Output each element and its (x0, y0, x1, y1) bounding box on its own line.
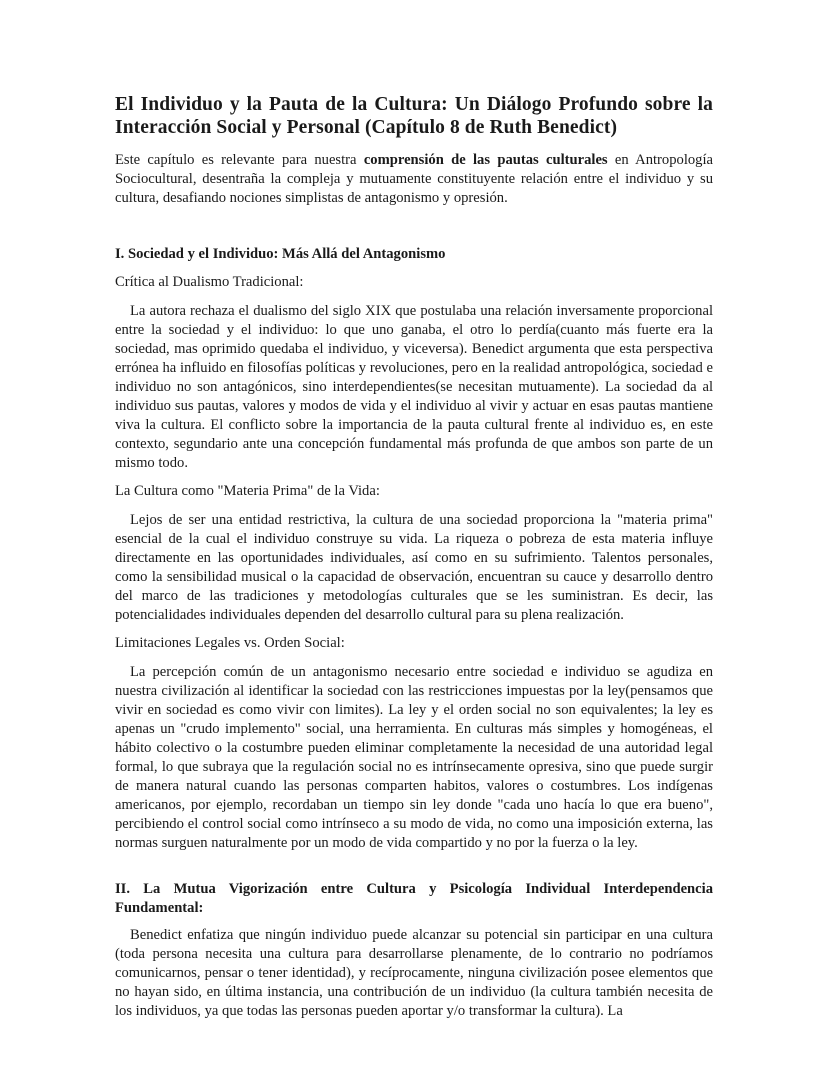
subsection-heading-materia-prima: La Cultura como "Materia Prima" de la Vida: (115, 483, 380, 499)
subsection-body-limitaciones: La percepción común de un antagonismo necesario entre sociedad e individuo se agudiza en nuestra civilización al identificar la sociedad con las restricciones impuestas por la ley(pensamos que vivir en sociedad es como vivir con limites). La ley y el orden social no son equivalentes; la ley es apenas un "crudo implemento" social, una herramienta. En culturas más simples y homogéneas, el hábito colectivo o la costumbre pueden eliminar completamente la necesidad de una autoridad legal formal, lo que subraya que la regulación social no es intrínsecamente opresiva, sino que puede surgir de manera natural cuando las personas comparten habitos, valores o costumbres. Los indígenas americanos, por ejemplo, recordaban un tiempo sin ley donde "cada uno hacía lo que era bueno", percibiendo el control social como intrínseco a su modo de vida, no como una imposición externa, las normas surguen naturalmente por un modo de vida compartido y no por la fuerza o la ley. (115, 664, 713, 851)
subsection-body-dualismo: La autora rechaza el dualismo del siglo XIX que postulaba una relación inversamente proporcional entre la sociedad y el individuo: lo que uno ganaba, el otro lo perdía(cuanto más fuerte era la sociedad, mas oprimido quedaba el individuo, y viceversa). Benedict argumenta que esta perspectiva errónea ha influido en filosofías políticas y revoluciones, pero en la realidad antropológica, sociedad e individuo no son antagónicos, sino interdependientes(se necesitan mutuamente). La sociedad da al individuo sus pautas, valores y modos de vida y el individuo al vivir y actuar en esas pautas mantiene viva la cultura. El conflicto sobre la importancia de la pauta cultural frente al individuo es, en este contexto, segundario ante una concepción fundamental más profunda de que ambos son parte de un mismo todo. (115, 303, 713, 471)
intro-text-after: en Antropología Sociocultural, desentraña la compleja y mutuamente constituyente relación entre el individuo y su cultura, desafiando nociones simplistas de antagonismo y opresión. (115, 152, 713, 206)
intro-paragraph (115, 151, 713, 208)
subsection-heading-limitaciones: Limitaciones Legales vs. Orden Social: (115, 635, 345, 651)
subsection-heading-dualismo: Crítica al Dualismo Tradicional: (115, 274, 304, 290)
section-1-title: I. Sociedad y el Individuo: Más Allá del Antagonismo (115, 246, 446, 262)
subsection-body-materia-prima: Lejos de ser una entidad restrictiva, la cultura de una sociedad proporciona la "materia prima" esencial de la cual el individuo construye su vida. La riqueza o pobreza de esta materia influye directamente en las oportunidades individuales, así como en su sufrimiento. Talentos personales, como la sensibilidad musical o la capacidad de observación, encuentran su cauce y desarrollo dentro del marco de las tradiciones y metodologías culturales que se les suministran. Es decir, las potencialidades individuales dependen del desarrollo cultural para su plena realización. (115, 512, 713, 623)
section-2-body: Benedict enfatiza que ningún individuo puede alcanzar su potencial sin participar en una cultura (toda persona necesita una cultura para desarrollarse plenamente, de lo contrario no podríamos comunicarnos, pensar o tener identidad), y recíprocamente, ninguna civilización posee elementos que no hayan sido, en última instancia, una contribución de un individuo (la cultura también necesita de los individuos, ya que todas las personas pueden aportar y/o transformar la cultura). La (115, 927, 713, 1019)
section-2 (115, 880, 713, 1021)
document-title: El Individuo y la Pauta de la Cultura: Un Diálogo Profundo sobre la Interacción Social y Personal (Capítulo 8 de Ruth Benedict) (115, 94, 713, 138)
intro-text-before: Este capítulo es relevante para nuestra (115, 152, 364, 168)
intro-bold-phrase: comprensión de las pautas culturales (363, 152, 608, 168)
section-1 (115, 245, 713, 853)
section-2-title: II. La Mutua Vigorización entre Cultura y Psicología Individual Interdependencia Fundamental: (115, 881, 713, 916)
document-page (115, 93, 713, 1021)
